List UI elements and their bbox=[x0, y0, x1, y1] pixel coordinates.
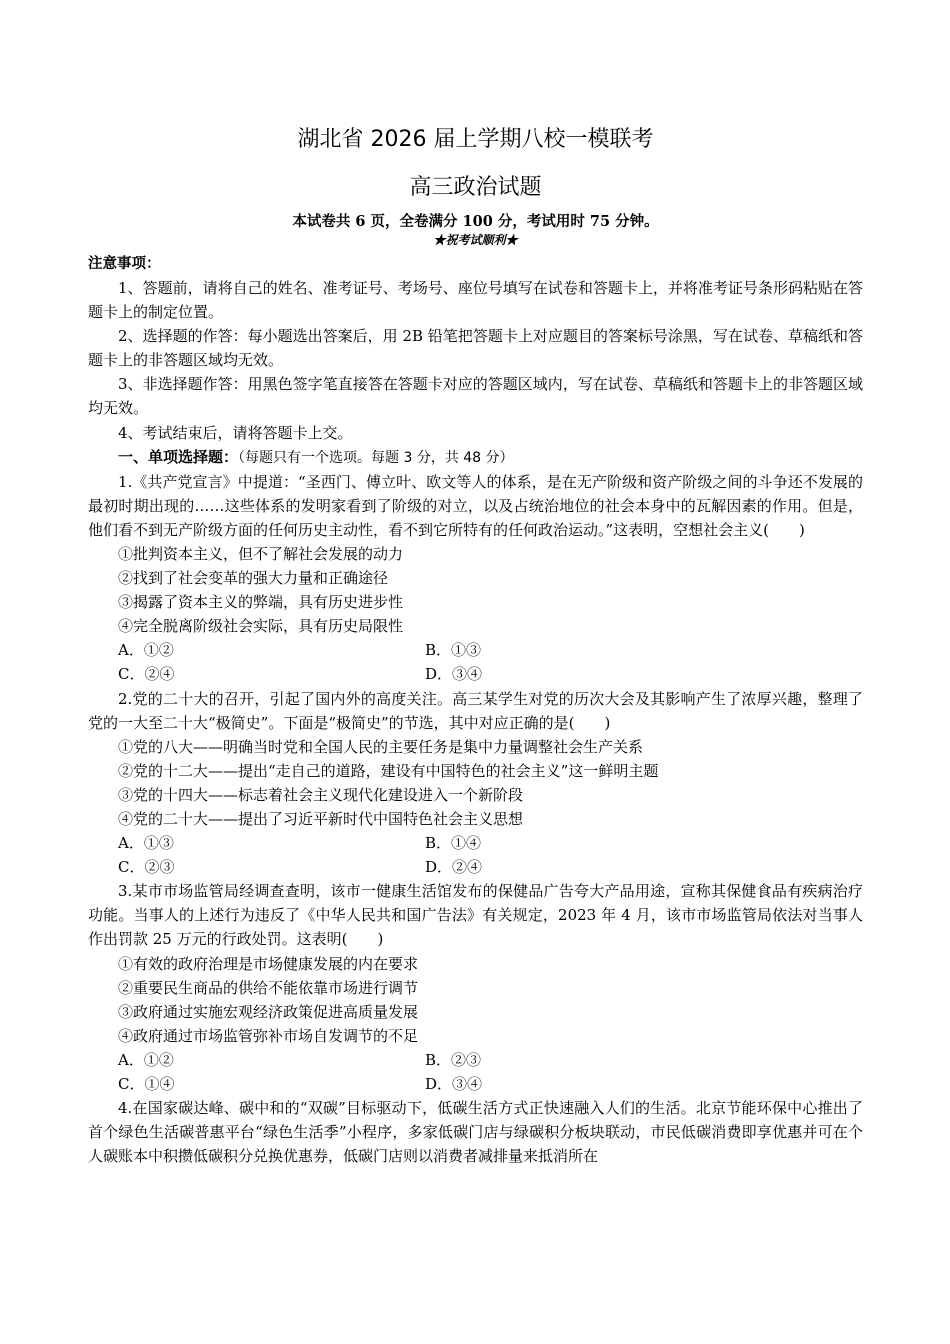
question-statement: ②党的十二大——提出“走自己的道路，建设有中国特色的社会主义”这一鲜明主题 bbox=[118, 761, 659, 780]
question-statement: ③政府通过实施宏观经济政策促进高质量发展 bbox=[118, 1002, 419, 1021]
exam-page bbox=[88, 120, 863, 1168]
notice-item: 1、答题前，请将自己的姓名、准考证号、考场号、座位号填写在试卷和答题卡上，并将准考证号条形码粘贴在答题卡上的制定位置。 bbox=[88, 279, 863, 322]
answer-choice: B．①④ bbox=[425, 834, 482, 853]
question-stem: 2.党的二十大的召开，引起了国内外的高度关注。高三某学生对党的历次大会及其影响产生了浓厚兴趣，整理了党的一大至二十大“极简史”。下面是“极简史”的节选，其中对应正确的是( ) bbox=[88, 689, 863, 732]
answer-choice: D．③④ bbox=[425, 1075, 483, 1093]
question-statement: ④党的二十大——提出了习近平新时代中国特色社会主义思想 bbox=[118, 809, 524, 828]
exam-info: 本试卷共 6 页，全卷满分 100 分，考试用时 75 分钟。 bbox=[292, 213, 659, 230]
answer-choice: B．①③ bbox=[425, 641, 482, 660]
question-statement: ④完全脱离阶级社会实际，具有历史局限性 bbox=[118, 617, 404, 636]
exam-wish: ★祝考试顺利★ bbox=[433, 233, 518, 247]
section-title: 一、单项选择题： bbox=[118, 447, 239, 466]
question-statement: ④政府通过市场监管弥补市场自发调节的不足 bbox=[118, 1026, 419, 1045]
question-statement: ③党的十四大——标志着社会主义现代化建设进入一个新阶段 bbox=[118, 785, 524, 804]
answer-choices bbox=[88, 831, 863, 879]
section-rule: （每题只有一个选项。每题 3 分，共 48 分） bbox=[238, 449, 514, 466]
answer-choice: A．①② bbox=[118, 1050, 174, 1069]
answer-choices bbox=[88, 1048, 863, 1096]
answer-choice: B．②③ bbox=[425, 1050, 482, 1069]
answer-choice: D．③④ bbox=[425, 665, 483, 684]
exam-title: 湖北省 2026 届上学期八校一模联考 bbox=[297, 127, 654, 152]
answer-choice: D．②④ bbox=[425, 858, 483, 877]
question-stem: 1.《共产党宣言》中提道：“圣西门、傅立叶、欧文等人的体系，是在无产阶级和资产阶级之间的斗争还不发展的最初时期出现的……这些体系的发明家看到了阶级的对立，以及占统治地位的社会本身中的瓦解因素的作用。但是，他们看不到无产阶级方面的任何历史主动性，看不到它所特有的任何政治运动。”这表明，空想社会主义( ) bbox=[88, 472, 863, 539]
answer-choice: C．①④ bbox=[118, 1075, 175, 1093]
question-stem: 3.某市市场监管局经调查查明，该市一健康生活馆发布的保健品广告夸大产品用途，宣称其保健食品有疾病治疗功能。当事人的上述行为违反了《中华人民共和国广告法》有关规定，2023 年 4 月，该市市场监管局依法对当事人作出罚款 25 万元的行政处罚。这表明( ) bbox=[88, 882, 863, 949]
question-statement: ①党的八大——明确当时党和全国人民的主要任务是集中力量调整社会生产关系 bbox=[118, 737, 644, 756]
answer-choice: C．②④ bbox=[118, 665, 175, 684]
question-statement: ①批判资本主义，但不了解社会发展的动力 bbox=[118, 544, 404, 563]
exam-subtitle: 高三政治试题 bbox=[409, 175, 542, 200]
question-statement: ③揭露了资本主义的弊端，具有历史进步性 bbox=[118, 593, 404, 612]
notice-item: 3、非选择题作答：用黑色签字笔直接答在答题卡对应的答题区域内，写在试卷、草稿纸和答题卡上的非答题区域均无效。 bbox=[88, 375, 863, 418]
section-heading bbox=[88, 445, 863, 470]
notice-heading: 注意事项： bbox=[88, 255, 161, 272]
question-statement: ②重要民生商品的供给不能依靠市场进行调节 bbox=[118, 978, 419, 997]
question-statement: ②找到了社会变革的强大力量和正确途径 bbox=[118, 569, 389, 588]
answer-choices bbox=[88, 638, 863, 686]
question-stem: 4.在国家碳达峰、碳中和的“双碳”目标驱动下，低碳生活方式正快速融入人们的生活。北京节能环保中心推出了首个绿色生活碳普惠平台“绿色生活季”小程序，多家低碳门店与绿碳积分板块联动，市民低碳消费即享优惠并可在个人碳账本中积攒低碳积分兑换优惠券，低碳门店则以消费者减排量来抵消所在 bbox=[88, 1099, 863, 1166]
notice-item: 2、选择题的作答：每小题选出答案后，用 2B 铅笔把答题卡上对应题目的答案标号涂黑，写在试卷、草稿纸和答题卡上的非答题区域均无效。 bbox=[88, 327, 863, 370]
answer-choice: C．②③ bbox=[118, 858, 175, 877]
answer-choice: A．①③ bbox=[118, 834, 174, 853]
notice-item: 4、考试结束后，请将答题卡上交。 bbox=[118, 423, 353, 442]
question-statement: ①有效的政府治理是市场健康发展的内在要求 bbox=[118, 954, 419, 973]
answer-choice: A．①② bbox=[118, 641, 174, 660]
